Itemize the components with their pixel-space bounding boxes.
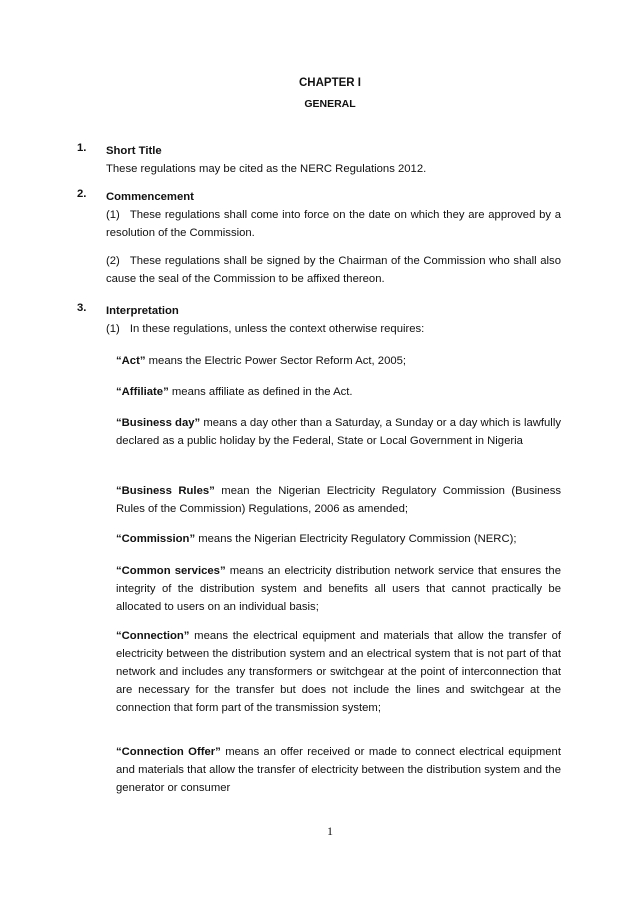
definition-act: [116, 352, 561, 370]
subsection-number: (1): [106, 323, 120, 335]
section-commencement: [106, 188, 561, 242]
definition-term: “Affiliate”: [116, 386, 169, 398]
section-paragraph: [106, 252, 561, 288]
paragraph-text: These regulations shall be signed by the Chairman of the Commission who shall also cause the seal of the Commission to be affixed thereon.: [106, 255, 561, 285]
definition-commission: [116, 530, 561, 548]
definition-text: means an offer received or made to connect electrical equipment and materials that allow the transfer of electricity between the distribution system and the generator or consumer: [116, 746, 561, 794]
page-number: 1: [327, 824, 333, 838]
paragraph-text: In these regulations, unless the context otherwise requires:: [129, 323, 425, 335]
definition-text: means an electricity distribution network service that ensures the integrity of the distribution system and benefits all users that cannot practically be allocated to users on an individual basis;: [116, 565, 561, 613]
section-title: Short Title: [106, 145, 162, 157]
subsection-number: (1): [106, 209, 120, 221]
definition-connection: [116, 627, 561, 717]
definition-text: means the Nigerian Electricity Regulatory Commission (NERC);: [195, 533, 517, 545]
definition-term: “Business day”: [116, 417, 201, 429]
definition-text: means the electrical equipment and materials that allow the transfer of electricity between the distribution system and an electrical system that is not part of that network and includes any transformers or switchgear at the point of interconnection that are necessary for the transfer but does not include the lines and switchgear at the connection that form part of the transmission system;: [116, 630, 561, 714]
definition-text: means a day other than a Saturday, a Sunday or a day which is lawfully declared as a public holiday by the Federal, State or Local Government in Nigeria: [116, 417, 561, 447]
definition-text: means affiliate as defined in the Act.: [168, 386, 353, 398]
section-title: Commencement: [106, 191, 194, 203]
definition-affiliate: [116, 383, 561, 401]
definition-business-day: [116, 414, 561, 450]
subsection-number: (2): [106, 255, 120, 267]
section-paragraph: [106, 320, 561, 338]
definition-term: “Act”: [116, 355, 146, 367]
definition-common-services: [116, 562, 561, 616]
section-number: 2.: [77, 188, 87, 200]
definition-text: means the Electric Power Sector Reform Act, 2005;: [145, 355, 407, 367]
section-paragraph: These regulations may be cited as the NERC Regulations 2012.: [106, 163, 427, 175]
definition-term: “Commission”: [116, 533, 196, 545]
section-interpretation: [106, 302, 561, 338]
definition-term: “Connection Offer”: [116, 746, 221, 758]
definition-term: “Common services”: [116, 565, 226, 577]
section-paragraph: [106, 206, 561, 242]
definition-text: mean the Nigerian Electricity Regulatory Commission (Business Rules of the Commission) Regulations, 2006 as amended;: [116, 485, 561, 515]
section-number: 3.: [77, 302, 87, 314]
paragraph-text: These regulations shall come into force on the date on which they are approved by a resolution of the Commission.: [106, 209, 561, 239]
chapter-subtitle: GENERAL: [304, 98, 356, 110]
section-title: Interpretation: [106, 305, 179, 317]
definition-term: “Connection”: [116, 630, 190, 642]
chapter-heading: CHAPTER I: [299, 77, 361, 89]
definition-term: “Business Rules”: [116, 485, 215, 497]
definition-connection-offer: [116, 743, 561, 797]
definition-business-rules: [116, 482, 561, 518]
section-commencement-2: [106, 252, 561, 288]
section-short-title: [106, 142, 561, 178]
section-number: 1.: [77, 142, 87, 154]
